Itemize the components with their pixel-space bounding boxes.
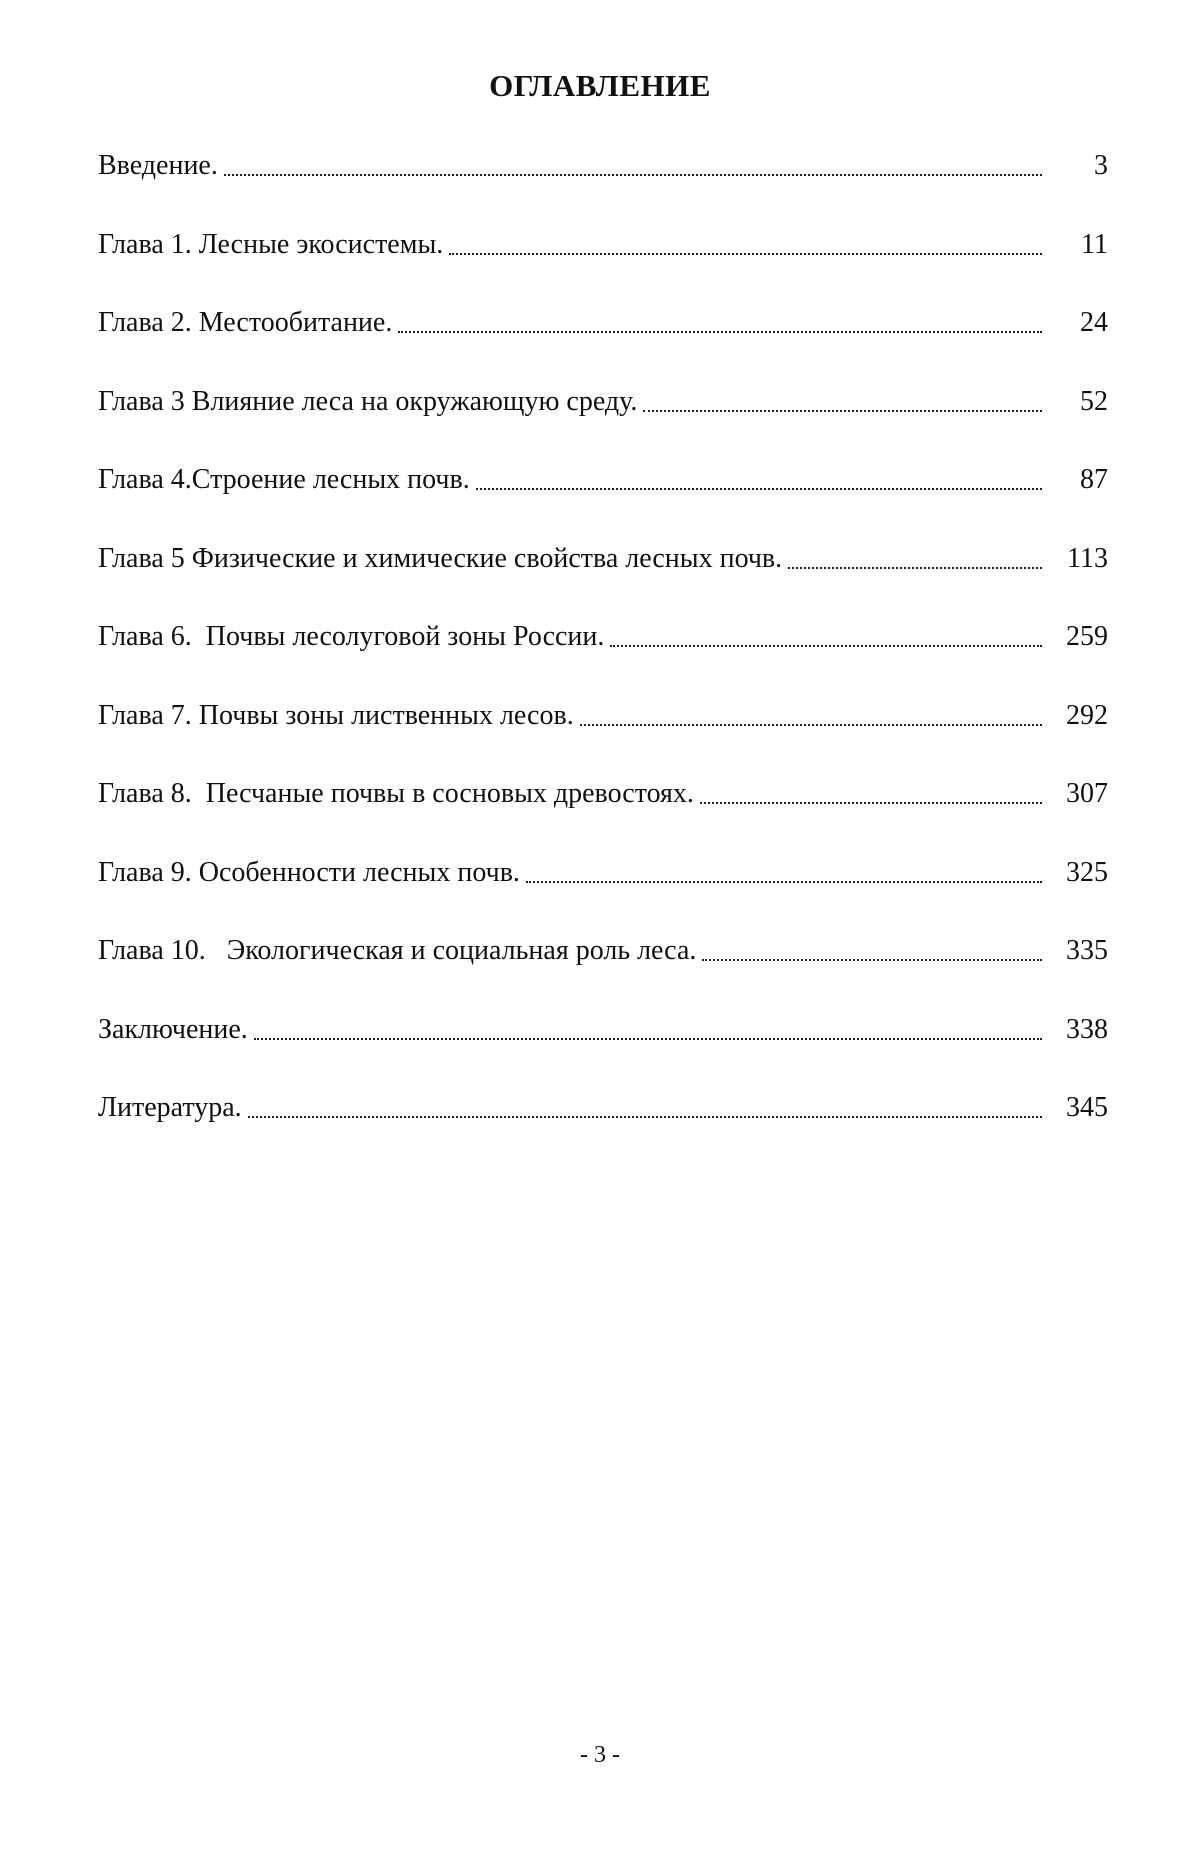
toc-entry-label: Глава 8. Песчаные почвы в сосновых древостоях. — [98, 778, 694, 809]
toc-entry-label: Глава 9. Особенности лесных почв. — [98, 856, 520, 888]
toc-entry-page: 52 — [1080, 385, 1108, 417]
toc-title: ОГЛАВЛЕНИЕ — [489, 68, 711, 103]
toc-entry-conclusion — [98, 1012, 1108, 1091]
toc-entry-page: 3 — [1094, 150, 1108, 181]
toc-entry-page: 113 — [1067, 542, 1108, 574]
toc-entry-page: 11 — [1081, 228, 1108, 260]
dot-leader — [224, 148, 1042, 176]
toc-entry-label: Глава 6. Почвы лесолуговой зоны России. — [98, 621, 605, 652]
dot-leader — [788, 541, 1042, 569]
toc-entry-label: Глава 10. Экологическая и социальная роль леса. — [98, 935, 697, 966]
dot-leader — [248, 1090, 1042, 1118]
toc-entry-page: 338 — [1066, 1013, 1108, 1045]
dot-leader — [643, 384, 1042, 412]
toc-entry-label: Глава 1. Лесные экосистемы. — [98, 228, 444, 260]
toc-entry-page: 345 — [1066, 1092, 1108, 1123]
dot-leader — [449, 227, 1042, 255]
toc-entry-label: Глава 5 Физические и химические свойства лесных почв. — [98, 542, 783, 574]
toc-entry-label: Глава 4.Строение лесных почв. — [98, 464, 470, 495]
toc-entry-page: 24 — [1080, 307, 1108, 338]
dot-leader — [398, 305, 1042, 333]
toc-entry-page: 292 — [1066, 699, 1108, 731]
toc-entry-chapter-9 — [98, 855, 1108, 934]
toc-entry-introduction — [98, 148, 1108, 227]
toc-entry-chapter-4 — [98, 462, 1108, 541]
toc-entry-references — [98, 1090, 1108, 1169]
toc-entry-label: Глава 7. Почвы зоны лиственных лесов. — [98, 699, 574, 731]
toc-entry-page: 87 — [1080, 464, 1108, 495]
dot-leader — [580, 698, 1042, 726]
toc-entry-label: Литература. — [98, 1092, 242, 1123]
toc-entry-chapter-10 — [98, 933, 1108, 1012]
toc-entry-label: Введение. — [98, 150, 218, 181]
toc-entry-label: Глава 2. Местообитание. — [98, 307, 393, 338]
dot-leader — [610, 619, 1042, 647]
toc-entry-chapter-3 — [98, 384, 1108, 463]
toc-entry-page: 307 — [1066, 778, 1108, 809]
toc-entry-chapter-5 — [98, 541, 1108, 620]
toc-entry-page: 325 — [1066, 856, 1108, 888]
toc-entry-label: Заключение. — [98, 1013, 248, 1045]
toc-list — [98, 148, 1108, 1169]
page-number: - 3 - — [580, 1742, 620, 1768]
toc-entry-chapter-6 — [98, 619, 1108, 698]
toc-entry-chapter-8 — [98, 776, 1108, 855]
dot-leader — [700, 776, 1042, 804]
toc-entry-label: Глава 3 Влияние леса на окружающую среду. — [98, 385, 638, 417]
dot-leader — [702, 933, 1042, 961]
toc-entry-chapter-7 — [98, 698, 1108, 777]
toc-entry-page: 335 — [1066, 935, 1108, 966]
toc-entry-page: 259 — [1066, 621, 1108, 652]
toc-entry-chapter-2 — [98, 305, 1108, 384]
dot-leader — [476, 462, 1042, 490]
toc-entry-chapter-1 — [98, 227, 1108, 306]
dot-leader — [254, 1012, 1042, 1040]
dot-leader — [526, 855, 1042, 883]
